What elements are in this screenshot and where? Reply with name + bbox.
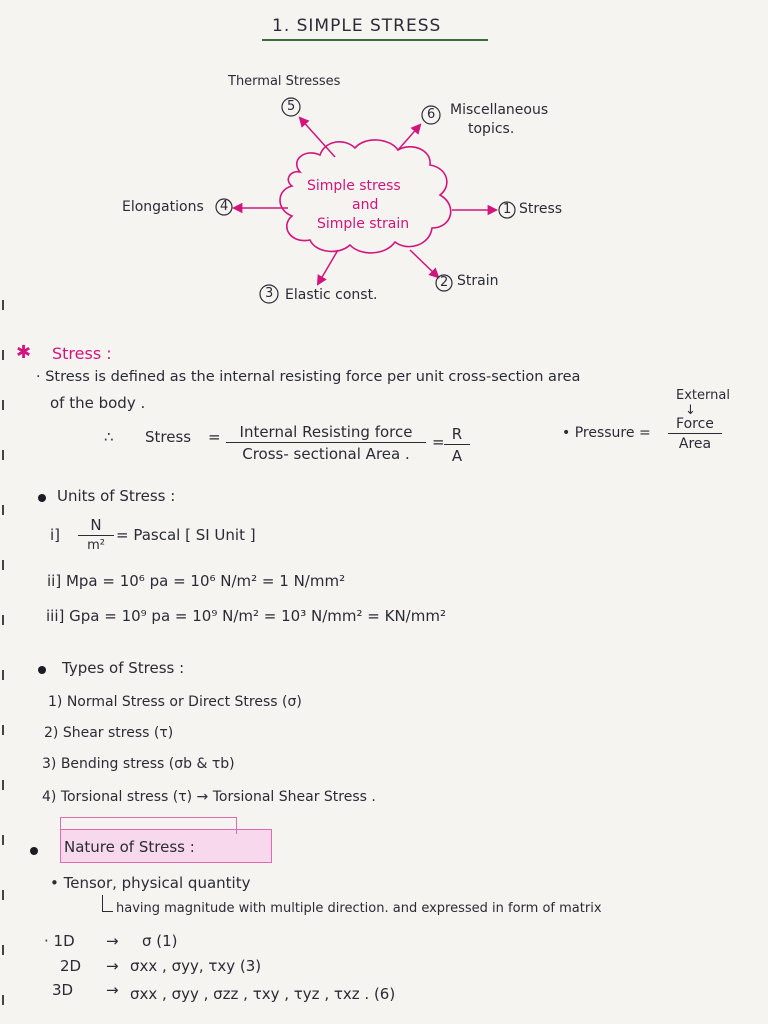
node-5-number: 5 xyxy=(287,99,296,114)
units-i-rest: = Pascal [ SI Unit ] xyxy=(116,526,256,544)
node-6-number: 6 xyxy=(427,107,436,122)
pressure-numerator: Force xyxy=(668,416,722,434)
node-elongations: Elongations xyxy=(122,199,204,215)
center-line-2: and xyxy=(352,197,379,213)
equals-sign-1: = xyxy=(208,428,221,446)
r-over-a-fraction xyxy=(444,425,470,465)
center-line-3: Simple strain xyxy=(317,216,410,232)
bullet-icon xyxy=(38,494,46,502)
r-over-a-denominator: A xyxy=(451,447,463,465)
page-title: 1. SIMPLE STRESS xyxy=(272,16,442,36)
nature-tensor-note: having magnitude with multiple direction. and expressed in form of matrix xyxy=(116,901,602,916)
dim-3d: 3D xyxy=(52,981,74,999)
types-item-2: 2) Shear stress (τ) xyxy=(44,725,174,741)
arrow-to-thermal xyxy=(300,118,335,157)
units-i-label: i] xyxy=(50,526,61,544)
pressure-external: External xyxy=(676,388,730,403)
units-i-numerator: N xyxy=(78,516,114,536)
equals-sign-2: = xyxy=(432,433,445,451)
node-stress: Stress xyxy=(519,201,563,217)
bullet-icon xyxy=(38,666,46,674)
units-i-fraction xyxy=(78,516,114,553)
dim-1d-arrow: → xyxy=(106,932,119,950)
units-ii: ii] Mpa = 10⁶ pa = 10⁶ N/m² = 1 N/mm² xyxy=(47,572,346,590)
dim-1d: · 1D xyxy=(44,932,75,950)
node-misc-line-2: topics. xyxy=(468,121,515,137)
nature-highlight-top xyxy=(60,817,237,834)
types-heading: Types of Stress : xyxy=(62,659,185,677)
node-4-number: 4 xyxy=(220,199,229,214)
stress-definition-2: of the body . xyxy=(50,394,146,412)
pressure-down-arrow: ↓ xyxy=(685,403,696,418)
nature-heading: Nature of Stress : xyxy=(64,838,195,856)
stress-fraction xyxy=(226,423,426,463)
stress-fraction-numerator: Internal Resisting force xyxy=(226,423,426,443)
stress-heading: Stress : xyxy=(52,344,112,363)
node-3-number: 3 xyxy=(265,286,274,301)
arrow-to-elastic xyxy=(318,250,338,284)
center-line-1: Simple stress xyxy=(307,178,401,194)
node-2-number: 2 xyxy=(440,275,449,290)
dim-2d-expr: σxx , σyy, τxy (3) xyxy=(130,957,262,975)
r-over-a-numerator: R xyxy=(444,425,470,445)
dim-2d-arrow: → xyxy=(106,957,119,975)
units-iii: iii] Gpa = 10⁹ pa = 10⁹ N/m² = 10³ N/mm² = KN/mm² xyxy=(46,607,446,625)
nature-tensor: • Tensor, physical quantity xyxy=(50,874,251,892)
bullet-icon xyxy=(30,847,38,855)
stress-lhs: Stress xyxy=(145,428,192,446)
pressure-denominator: Area xyxy=(678,436,712,452)
mindmap-diagram xyxy=(0,0,768,330)
stress-definition-1: · Stress is defined as the internal resisting force per unit cross-section area xyxy=(36,369,581,385)
node-thermal-stresses: Thermal Stresses xyxy=(228,74,341,89)
pressure-label: • Pressure = xyxy=(562,425,651,441)
types-item-1: 1) Normal Stress or Direct Stress (σ) xyxy=(48,694,302,710)
therefore-symbol: ∴ xyxy=(104,428,114,446)
tensor-branch-line xyxy=(102,895,113,912)
stress-fraction-denominator: Cross- sectional Area . xyxy=(242,445,410,463)
dim-2d: 2D xyxy=(60,957,82,975)
dim-1d-expr: σ (1) xyxy=(142,932,178,950)
node-misc-line-1: Miscellaneous xyxy=(450,102,549,118)
dim-3d-arrow: → xyxy=(106,981,119,999)
node-strain: Strain xyxy=(457,273,499,289)
units-heading: Units of Stress : xyxy=(57,487,176,505)
arrow-to-strain xyxy=(410,250,438,277)
node-elastic-const: Elastic const. xyxy=(285,287,378,303)
asterisk-icon: ✱ xyxy=(16,342,32,363)
node-1-number: 1 xyxy=(503,202,512,217)
dim-3d-expr: σxx , σyy , σzz , τxy , τyz , τxz . (6) xyxy=(130,985,396,1003)
types-item-4: 4) Torsional stress (τ) → Torsional Shear Stress . xyxy=(42,789,376,805)
units-i-denominator: m² xyxy=(87,538,105,553)
pressure-fraction xyxy=(668,416,722,452)
types-item-3: 3) Bending stress (σb & τb) xyxy=(42,756,235,772)
